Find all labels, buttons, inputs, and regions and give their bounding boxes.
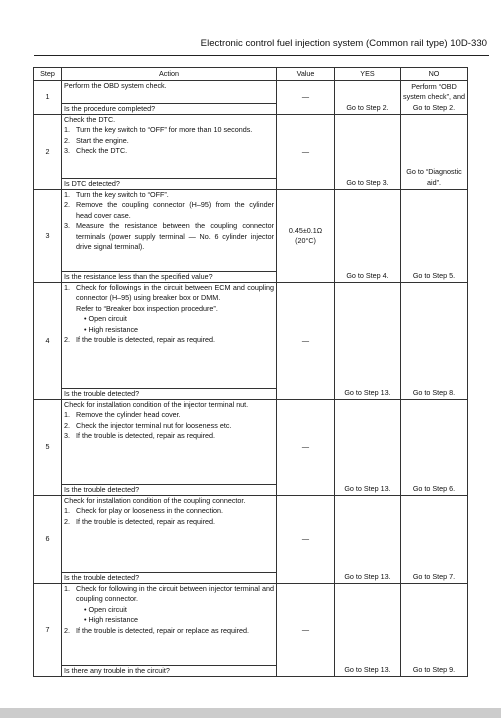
spec-value: — (301, 92, 310, 102)
action-step-number: 1. (64, 283, 70, 292)
action-step-item (64, 125, 274, 135)
action-instructions (62, 400, 276, 442)
action-line: Check for installation condition of the coupling connector. (64, 496, 246, 505)
action-content (62, 190, 276, 282)
no-result: Go to “Diagnostic aid”. (401, 115, 468, 190)
action-step-item (64, 506, 274, 516)
action-instructions (62, 81, 276, 91)
action-step-text: Check the injector terminal nut for looseness etc. (76, 420, 232, 430)
action-step-item (64, 431, 274, 441)
action-step-number: 1. (64, 584, 70, 593)
action-cell (62, 190, 277, 283)
action-step-item (64, 221, 274, 252)
action-step-number: 2. (64, 335, 70, 345)
action-line: Check the DTC. (64, 115, 116, 124)
action-step-number: 1. (64, 506, 70, 516)
action-cell (62, 400, 277, 496)
action-step-text: Check the DTC. (76, 146, 128, 156)
action-step-body (76, 431, 274, 441)
action-content (62, 283, 276, 399)
table-row (34, 283, 468, 400)
value-cell (277, 115, 335, 190)
step-number: 7 (34, 584, 62, 677)
spec-value: — (301, 442, 310, 452)
action-step-number: 3. (64, 431, 70, 441)
action-step-text: Turn the key switch to “OFF”. (76, 190, 169, 199)
action-cell (62, 584, 277, 677)
action-question: Is DTC detected? (62, 178, 276, 189)
table-row (34, 81, 468, 115)
action-step-text: Turn the key switch to “OFF” for more than 10 seconds. (76, 125, 253, 135)
action-step-number: 3. (64, 221, 70, 231)
action-bullet: • Open circuit (84, 314, 127, 324)
action-step-text: Remove the cylinder head cover. (76, 410, 181, 420)
action-question: Is the trouble detected? (62, 572, 276, 583)
no-result: Go to Step 9. (401, 584, 468, 677)
spec-value: — (301, 335, 310, 345)
table-row (34, 584, 468, 677)
step-number: 4 (34, 283, 62, 400)
action-instructions (62, 496, 276, 527)
col-no-header: NO (401, 68, 468, 81)
action-step-item (64, 190, 274, 200)
yes-result: Go to Step 13. (335, 584, 401, 677)
action-content (62, 115, 276, 189)
no-result: Go to Step 8. (401, 283, 468, 400)
action-step-number: 2. (64, 135, 70, 145)
action-step-item (64, 584, 274, 605)
table-row (34, 115, 468, 190)
yes-result: Go to Step 4. (335, 190, 401, 283)
spec-condition: (20°C) (295, 236, 316, 245)
action-step-number: 2. (64, 420, 70, 430)
action-step-item (64, 626, 274, 636)
action-step-note: Refer to “Breaker box inspection procedure”. (76, 303, 218, 313)
action-question: Is the procedure completed? (62, 103, 276, 114)
spec-value: 0.45±0.1Ω (288, 225, 323, 235)
action-step-item (64, 283, 274, 314)
action-bullet: • Open circuit (84, 604, 127, 614)
action-cell (62, 283, 277, 400)
action-step-body (76, 517, 274, 527)
yes-result: Go to Step 13. (335, 400, 401, 496)
action-bullet: • High resistance (84, 324, 139, 334)
step-number: 6 (34, 496, 62, 584)
action-step-body (76, 283, 274, 314)
action-instructions (62, 115, 276, 157)
no-result: Go to Step 6. (401, 400, 468, 496)
spec-value: — (301, 146, 310, 156)
action-step-body (76, 125, 274, 135)
spec-value: — (301, 624, 310, 634)
page-header: Electronic control fuel injection system (Common rail type) 10D-330 (200, 38, 487, 49)
action-step-item (64, 146, 274, 156)
action-step-text: If the trouble is detected, repair as required. (76, 335, 216, 345)
action-content (62, 496, 276, 583)
action-step-body (76, 584, 274, 605)
action-line: Check for installation condition of the injector terminal nut. (64, 400, 249, 409)
action-step-item (64, 421, 274, 431)
value-cell (277, 496, 335, 584)
no-result: Perform “OBD system check”, and Go to Step 2. (401, 81, 468, 115)
action-step-body (76, 190, 274, 200)
action-step-body (76, 146, 274, 156)
action-step-number: 2. (64, 625, 70, 635)
table-row (34, 400, 468, 496)
action-step-text: Check for play or looseness in the connection. (76, 506, 224, 516)
action-step-body (76, 506, 274, 516)
col-step-header: Step (34, 68, 62, 81)
action-instructions (62, 190, 276, 252)
value-cell (277, 283, 335, 400)
action-content (62, 400, 276, 495)
action-step-body (76, 626, 274, 636)
action-question: Is the trouble detected? (62, 388, 276, 399)
yes-result: Go to Step 13. (335, 496, 401, 584)
action-cell (62, 115, 277, 190)
action-cell (62, 81, 277, 115)
action-step-number: 1. (64, 190, 70, 199)
action-question: Is the resistance less than the specified value? (62, 271, 276, 282)
col-yes-header: YES (335, 68, 401, 81)
header-rule (34, 55, 489, 56)
action-step-number: 1. (64, 125, 70, 135)
action-step-body (76, 335, 274, 345)
action-step-number: 3. (64, 146, 70, 156)
action-cell (62, 496, 277, 584)
action-step-text: Check for followings in the circuit between ECM and coupling connector (H–95) using breaker box or DMM. (76, 283, 274, 303)
step-number: 3 (34, 190, 62, 283)
action-instructions (62, 584, 276, 636)
step-number: 5 (34, 400, 62, 496)
action-step-number: 2. (64, 200, 70, 210)
action-question: Is there any trouble in the circuit? (62, 665, 276, 676)
diagnosis-table (33, 67, 468, 677)
page-bottom-edge (0, 708, 501, 718)
no-result: Go to Step 5. (401, 190, 468, 283)
action-step-text: Remove the coupling connector (H–95) from the cylinder head cover case. (76, 200, 274, 220)
value-cell (277, 584, 335, 677)
action-step-item (64, 200, 274, 221)
action-line: Perform the OBD system check. (64, 81, 167, 90)
action-step-number: 2. (64, 516, 70, 526)
col-action-header: Action (62, 68, 277, 81)
spec-value: — (301, 534, 310, 544)
yes-result: Go to Step 3. (335, 115, 401, 190)
value-cell (277, 400, 335, 496)
action-bullet: • High resistance (84, 615, 139, 625)
table-row (34, 496, 468, 584)
action-step-body (76, 410, 274, 420)
action-step-item (64, 136, 274, 146)
table-row (34, 190, 468, 283)
action-step-item (64, 517, 274, 527)
step-number: 2 (34, 115, 62, 190)
action-content (62, 81, 276, 114)
action-step-number: 1. (64, 410, 70, 420)
action-step-item (64, 410, 274, 420)
action-step-text: Measure the resistance between the coupling connector terminals (power supply terminal — No. 6 cylinder injector drive signal terminal). (76, 221, 274, 252)
action-step-body (76, 200, 274, 221)
action-step-item (64, 335, 274, 345)
action-step-text: If the trouble is detected, repair as required. (76, 516, 216, 526)
action-step-text: If the trouble is detected, repair as required. (76, 431, 216, 441)
value-cell (277, 190, 335, 283)
yes-result: Go to Step 13. (335, 283, 401, 400)
action-step-body (76, 221, 274, 252)
action-content (62, 584, 276, 676)
no-result: Go to Step 7. (401, 496, 468, 584)
table-header-row (34, 68, 468, 81)
action-step-text: If the trouble is detected, repair or replace as required. (76, 625, 249, 635)
action-step-text: Start the engine. (76, 135, 129, 145)
action-step-body (76, 421, 274, 431)
step-number: 1 (34, 81, 62, 115)
action-step-text: Check for following in the circuit between injector terminal and coupling connector. (76, 584, 274, 604)
col-value-header: Value (277, 68, 335, 81)
value-cell (277, 81, 335, 115)
action-instructions (62, 283, 276, 345)
action-step-body (76, 136, 274, 146)
action-question: Is the trouble detected? (62, 484, 276, 495)
yes-result: Go to Step 2. (335, 81, 401, 115)
